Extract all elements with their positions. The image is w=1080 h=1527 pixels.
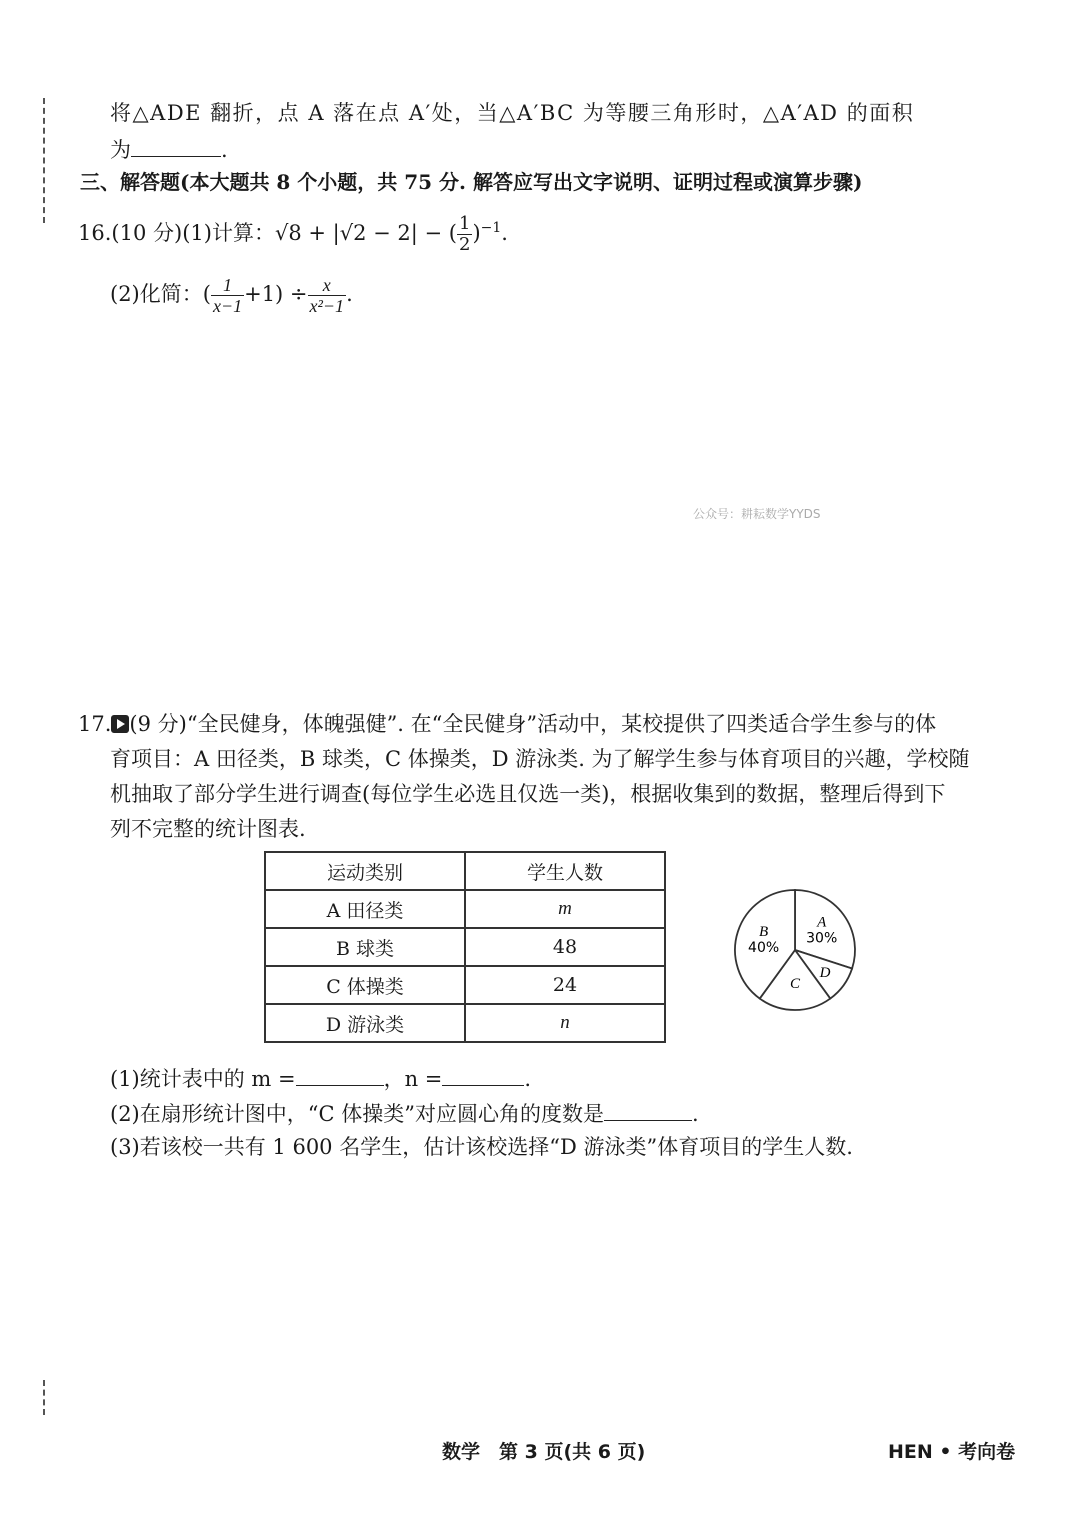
pie-label-A: A: [817, 914, 827, 931]
q16-part1-close: ): [472, 221, 481, 245]
q17-sub2-prefix: (2)在扇形统计图中，“C 体操类”对应圆心角的度数是: [110, 1102, 604, 1126]
q16-part2-fraction1: [211, 275, 244, 316]
table-cell: C 体操类: [265, 966, 465, 1004]
q16-part2-label: (2)化简：(: [110, 282, 211, 306]
q16-part1-label: (1)计算：: [182, 221, 275, 245]
watermark: 公众号：耕耘数学YYDS: [693, 507, 821, 521]
table-cell: n: [465, 1004, 665, 1042]
binding-line-top: [43, 98, 45, 223]
frac-denominator: x−1: [212, 296, 243, 316]
q15-line2: [110, 134, 228, 164]
q17-score: (9 分): [129, 712, 187, 736]
q17-sub1: [110, 1063, 531, 1093]
table-header-row: [265, 852, 665, 890]
q15-answer-blank[interactable]: [131, 134, 221, 157]
n-answer-blank[interactable]: [442, 1063, 524, 1086]
q17-sub1-prefix: (1)统计表中的 m =: [110, 1067, 296, 1091]
q17-line2: 育项目：A 田径类，B 球类，C 体操类，D 游泳类. 为了解学生参与体育项目的兴趣，学校随: [110, 747, 970, 771]
table-cell: 48: [465, 928, 665, 966]
q16-part2-mid: +1) ÷: [244, 282, 308, 306]
table-row: [265, 1004, 665, 1042]
table-cell: m: [465, 890, 665, 928]
table-header-cell: 学生人数: [465, 852, 665, 890]
footer-brand: HEN • 考向卷: [888, 1441, 1016, 1463]
frac-numerator: 1: [211, 275, 244, 296]
frac-denominator: 2: [458, 234, 471, 255]
q17-line4: 列不完整的统计图表.: [110, 817, 306, 841]
pie-percent-B: 40%: [748, 939, 780, 956]
q17-sub1-end: .: [524, 1067, 532, 1091]
q16-part1-exponent: −1: [480, 220, 502, 236]
frac-denominator: x²−1: [309, 296, 345, 316]
angle-answer-blank[interactable]: [604, 1098, 692, 1121]
q16-part1: [78, 214, 508, 255]
q17-line3: 机抽取了部分学生进行调查(每位学生必选且仅选一类)，根据收集到的数据，整理后得到下: [110, 782, 946, 806]
frac-numerator: x: [308, 275, 347, 296]
q16-score: (10 分): [111, 221, 183, 245]
q16-part1-end: .: [501, 221, 508, 245]
q16-part2-fraction2: [308, 275, 347, 316]
table-cell: A 田径类: [265, 890, 465, 928]
frac-numerator: 1: [458, 213, 471, 234]
q17-sub1-mid: ，n =: [383, 1067, 443, 1091]
statistics-table: [264, 851, 666, 1043]
pie-label-D: D: [819, 964, 831, 981]
q15-line1: 将△ADE 翻折，点 A 落在点 A′处，当△A′BC 为等腰三角形时，△A′AD 的面积: [110, 101, 915, 125]
video-play-icon[interactable]: [111, 715, 129, 733]
pie-chart: [730, 885, 860, 1015]
q17-text1: “全民健身，体魄强健”. 在“全民健身”活动中，某校提供了四类适合学生参与的体: [186, 712, 937, 736]
q16-part1-fraction: [457, 214, 472, 255]
table-header-cell: 运动类别: [265, 852, 465, 890]
table-row: [265, 966, 665, 1004]
q15-prefix: 为: [110, 138, 131, 162]
q17-sub2-end: .: [691, 1102, 699, 1126]
table-cell: D 游泳类: [265, 1004, 465, 1042]
q16-part2-end: .: [346, 282, 353, 306]
binding-line-bottom: [43, 1380, 45, 1415]
table-cell: B 球类: [265, 928, 465, 966]
m-answer-blank[interactable]: [296, 1063, 384, 1086]
q16-part1-expr: √8 + |√2 − 2| − (: [274, 221, 457, 245]
pie-percent-A: 30%: [806, 930, 838, 947]
q15-suffix: .: [221, 138, 228, 162]
table-row: [265, 890, 665, 928]
q16-number: 16.: [78, 221, 112, 245]
q17-number: 17.: [78, 712, 112, 736]
footer-page-info: 数学 第 3 页(共 6 页): [442, 1441, 646, 1463]
pie-label-C: C: [789, 976, 801, 992]
q17-line1: [78, 710, 936, 738]
q17-sub2: [110, 1098, 699, 1128]
q16-part2: [110, 275, 353, 316]
pie-label-B: B: [759, 923, 769, 940]
q17-sub3: (3)若该校一共有 1 600 名学生，估计该校选择“D 游泳类”体育项目的学生人数.: [110, 1135, 853, 1159]
table-row: [265, 928, 665, 966]
table-cell: 24: [465, 966, 665, 1004]
section3-title: 三、解答题(本大题共 8 个小题，共 75 分. 解答应写出文字说明、证明过程或演算步骤): [80, 170, 863, 194]
